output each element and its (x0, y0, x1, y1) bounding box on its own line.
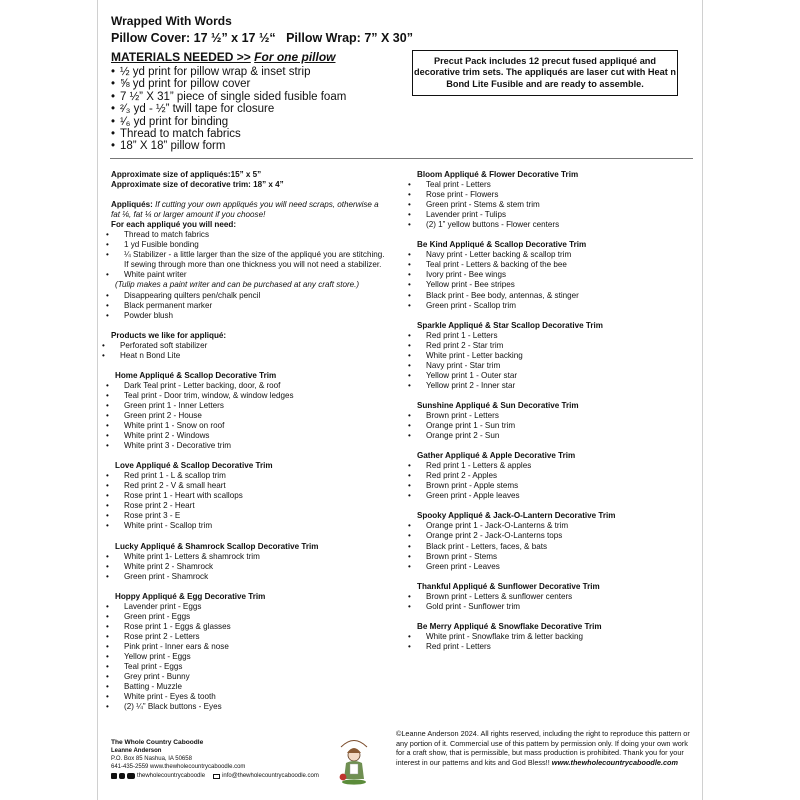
list-item: • Dark Teal print - Letter backing, door, & roof (115, 381, 389, 391)
list-item: • Rose print 1 - Heart with scallops (115, 491, 389, 501)
trim-section (111, 542, 389, 592)
list-item: • (2) 1” yellow buttons - Flower centers (417, 220, 697, 230)
list-item: • Perforated soft stabilizer (111, 341, 389, 351)
list-item: • Green print 1 - Inner Letters (115, 401, 389, 411)
trim-section (417, 622, 697, 652)
trim-section (417, 582, 697, 622)
section-items (417, 632, 697, 652)
list-item: • Green print - Scallop trim (417, 301, 697, 311)
list-item: • Red print 2 - Star trim (417, 341, 697, 351)
trim-section (417, 321, 697, 401)
section-title: Gather Appliqué & Apple Decorative Trim (417, 451, 576, 461)
list-item: • White print - Eyes & tooth (115, 692, 389, 702)
list-item: • Brown print - Apple stems (417, 481, 697, 491)
copyright-notice (396, 729, 696, 768)
logo-grass (342, 779, 366, 784)
section-items (111, 471, 389, 531)
section-items (417, 521, 697, 571)
section-title: Be Kind Appliqué & Scallop Decorative Trim (417, 240, 587, 250)
section-items (417, 411, 697, 441)
list-item: • White print 2 - Shamrock (115, 562, 389, 572)
social-row (111, 772, 319, 780)
list-item: • Heat n Bond Lite (111, 351, 389, 361)
appliques-text: If cutting your own appliqués you will need scraps, otherwise a fat ⅛, fat ¼ or larger amount if you choose! (111, 200, 379, 220)
list-item: • White paint writer (115, 270, 389, 280)
list-item: • Rose print 3 - E (115, 511, 389, 521)
list-item: • Powder blush (115, 311, 389, 321)
list-item: • Brown print - Stems (417, 552, 697, 562)
instagram-icon[interactable] (119, 773, 125, 779)
list-item: • Teal print - Door trim, window, & window ledges (115, 391, 389, 401)
materials-heading (111, 50, 335, 64)
list-item: • Navy print - Letter backing & scallop trim (417, 250, 697, 260)
size-applique: Approximate size of appliqués:15” x 5” (111, 170, 262, 179)
section-items (417, 180, 697, 230)
appliques-label: Appliqués: (111, 200, 153, 210)
trim-section (417, 511, 697, 581)
section-title: Sparkle Appliqué & Star Scallop Decorative Trim (417, 320, 603, 330)
phone-web: 641-435-2559 www.thewholecountrycaboodle.com (111, 764, 246, 770)
social-handle: thewholecountrycaboodle (137, 773, 206, 779)
list-item: • Red print 1 - Letters (417, 331, 697, 341)
size-trim: Approximate size of decorative trim: 18” x 4” (111, 180, 284, 190)
list-item: • Red print 1 - Letters & apples (417, 461, 697, 471)
list-item: • Disappearing quilters pen/chalk pencil (115, 291, 389, 301)
list-item: • 7 ½” X 31” piece of single sided fusible foam (111, 91, 346, 103)
list-item: • Ivory print - Bee wings (417, 270, 697, 280)
trim-section (111, 461, 389, 541)
list-item: • Green print - Stems & stem trim (417, 200, 697, 210)
list-item: • White print 3 - Decorative trim (115, 441, 389, 451)
section-title: Thankful Appliqué & Sunflower Decorative Trim (417, 581, 600, 591)
list-item: • Yellow print 2 - Inner star (417, 381, 697, 391)
list-item: • Rose print 2 - Letters (115, 632, 389, 642)
list-item: • Thread to match fabrics (111, 128, 346, 140)
list-item: • Batting - Muzzle (115, 682, 389, 692)
list-item: • White print - Scallop trim (115, 521, 389, 531)
section-items (417, 461, 697, 501)
list-item: • ¹⁄₆ yd print for binding (111, 116, 346, 128)
logo-figure (335, 733, 373, 787)
trim-section (111, 371, 389, 461)
facebook-icon[interactable] (111, 773, 117, 779)
section-items (417, 592, 697, 612)
list-item: • Grey print - Bunny (115, 672, 389, 682)
company-info (111, 739, 319, 780)
materials-sub: For one pillow (254, 50, 336, 64)
section-items (417, 331, 697, 391)
list-item: • Orange print 1 - Sun trim (417, 421, 697, 431)
products-list (111, 341, 389, 361)
list-item: • Teal print - Eggs (115, 662, 389, 672)
list-item: • Lavender print - Tulips (417, 210, 697, 220)
list-item: • White print - Letter backing (417, 351, 697, 361)
trim-section (417, 170, 697, 240)
section-title: Home Appliqué & Scallop Decorative Trim (115, 370, 277, 380)
list-item: • Gold print - Sunflower trim (417, 602, 697, 612)
list-item: • Teal print - Letters (417, 180, 697, 190)
website-link[interactable]: www.thewholecountrycaboodle.com (551, 758, 678, 768)
list-item: • Red print 2 - V & small heart (115, 481, 389, 491)
list-item: • Pink print - Inner ears & nose (115, 642, 389, 652)
products-label: Products we like for appliqué: (111, 330, 227, 340)
company-name: The Whole Country Caboodle (111, 739, 204, 746)
list-item: • White print 1- Letters & shamrock trim (115, 552, 389, 562)
list-item: • Red print 1 - L & scallop trim (115, 471, 389, 481)
each-label: For each appliqué you will need: (111, 220, 237, 230)
list-item: • Black permanent marker (115, 301, 389, 311)
list-item: • ¼ Stabilizer - a little larger than the size of the appliqué you are stitching. If sewing through more than one thickness you will not need a stabilizer. (115, 250, 389, 270)
list-item: • Yellow print - Eggs (115, 652, 389, 662)
list-item: • ²⁄₃ yd - ½” twill tape for closure (111, 103, 346, 115)
youtube-icon[interactable] (127, 773, 135, 779)
trim-section (417, 451, 697, 511)
list-item: • Green print - Eggs (115, 612, 389, 622)
list-item: • Green print - Apple leaves (417, 491, 697, 501)
list-item: • Rose print 2 - Heart (115, 501, 389, 511)
finished-sizes: Pillow Cover: 17 ½” x 17 ½“ Pillow Wrap: 7” X 30” (111, 31, 413, 45)
logo-apron (350, 764, 358, 774)
list-item: • ⅝ yd print for pillow cover (111, 78, 346, 90)
email-address[interactable]: info@thewholecountrycaboodle.com (222, 773, 319, 779)
section-title: Bloom Appliqué & Flower Decorative Trim (417, 170, 579, 179)
materials-list (111, 66, 346, 153)
list-item: • Red print - Letters (417, 642, 697, 652)
right-column (417, 170, 697, 652)
list-item: • Green print - Shamrock (115, 572, 389, 582)
list-item: • Black print - Bee body, antennas, & stinger (417, 291, 697, 301)
list-item: • Thread to match fabrics (115, 230, 389, 240)
pattern-title: Wrapped With Words (111, 14, 232, 28)
list-item: • Green print 2 - House (115, 411, 389, 421)
section-title: Spooky Appliqué & Jack-O-Lantern Decorative Trim (417, 511, 616, 521)
list-item: • 1 yd Fusible bonding (115, 240, 389, 250)
list-item: • Rose print - Flowers (417, 190, 697, 200)
list-item: • Brown print - Letters (417, 411, 697, 421)
trim-section (417, 240, 697, 320)
section-title: Hoppy Appliqué & Egg Decorative Trim (115, 591, 266, 601)
list-item: • White print 1 - Snow on roof (115, 421, 389, 431)
list-item: • Orange print 2 - Sun (417, 431, 697, 441)
list-item: • Teal print - Letters & backing of the bee (417, 260, 697, 270)
list-item: • Brown print - Letters & sunflower centers (417, 592, 697, 602)
each-list-2 (111, 291, 389, 321)
divider (110, 158, 693, 159)
section-title: Be Merry Appliqué & Snowflake Decorative Trim (417, 621, 602, 631)
list-item: • Lavender print - Eggs (115, 602, 389, 612)
logo-hair (347, 748, 361, 753)
section-title: Lucky Appliqué & Shamrock Scallop Decorative Trim (115, 541, 319, 551)
section-items (111, 381, 389, 451)
logo-arc (341, 741, 367, 748)
address: P.O. Box 85 Nashua, IA 50658 (111, 756, 192, 762)
list-item: • Green print - Leaves (417, 562, 697, 572)
left-sections (111, 371, 389, 712)
list-item: • White print - Snowflake trim & letter backing (417, 632, 697, 642)
list-item: • 18” X 18” pillow form (111, 140, 346, 152)
pattern-page (97, 0, 703, 800)
list-item: • Rose print 1 - Eggs & glasses (115, 622, 389, 632)
section-title: Sunshine Appliqué & Sun Decorative Trim (417, 400, 579, 410)
paint-note: (Tulip makes a paint writer and can be purchased at any craft store.) (115, 280, 360, 290)
list-item: • Navy print - Star trim (417, 361, 697, 371)
trim-section (111, 592, 389, 713)
list-item: • Orange print 1 - Jack-O-Lanterns & trim (417, 521, 697, 531)
section-items (111, 602, 389, 713)
copyright-text: ©Leanne Anderson 2024. All rights reserved, including the right to reproduce this pattern or any portion of it. Commercial use of this pattern by permission only. If doing your own work for a craft show, that is permissible, but mass production is prohibited. Thank you for your interest in our patterns and kits and God Bless!! (396, 729, 690, 768)
email-icon (213, 774, 220, 779)
each-list (111, 230, 389, 280)
left-column (111, 170, 389, 712)
trim-section (417, 401, 697, 451)
list-item: • Red print 2 - Apples (417, 471, 697, 481)
section-items (111, 552, 389, 582)
materials-label: MATERIALS NEEDED >> (111, 50, 251, 64)
list-item: • Yellow print 1 - Outer star (417, 371, 697, 381)
owner-name: Leanne Anderson (111, 748, 162, 754)
list-item: • ½ yd print for pillow wrap & inset strip (111, 66, 346, 78)
section-title: Love Appliqué & Scallop Decorative Trim (115, 461, 273, 471)
list-item: • (2) ¼” Black buttons - Eyes (115, 702, 389, 712)
logo-apple (340, 774, 347, 781)
list-item: • White print 2 - Windows (115, 431, 389, 441)
list-item: • Black print - Letters, faces, & bats (417, 542, 697, 552)
appliques-note (111, 200, 389, 220)
precut-box: Precut Pack includes 12 precut fused appliqué and decorative trim sets. The appliqués are laser cut with Heat n Bond Lite Fusible and are ready to assemble. (412, 50, 678, 96)
list-item: • Orange print 2 - Jack-O-Lanterns tops (417, 531, 697, 541)
section-items (417, 250, 697, 310)
list-item: • Yellow print - Bee stripes (417, 280, 697, 290)
